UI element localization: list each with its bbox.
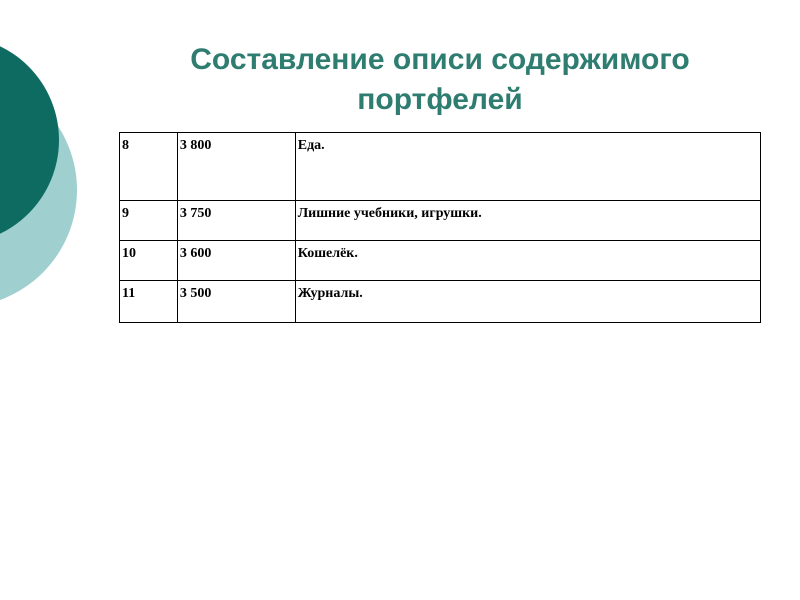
- slide-title: Составление описи содержимого портфелей: [190, 43, 690, 116]
- description-cell: Лишние учебники, игрушки.: [295, 201, 760, 241]
- amount-cell: 3 800: [177, 133, 295, 201]
- decorative-circles: [0, 0, 120, 340]
- row-number-cell: 10: [120, 241, 178, 281]
- table-row: [120, 281, 761, 323]
- description-cell: Журналы.: [295, 281, 760, 323]
- table-row: [120, 241, 761, 281]
- row-number-cell: 9: [120, 201, 178, 241]
- amount-cell: 3 500: [177, 281, 295, 323]
- amount-cell: 3 600: [177, 241, 295, 281]
- inventory-table: [119, 132, 761, 323]
- table-row: [120, 133, 761, 201]
- table-row: [120, 201, 761, 241]
- description-cell: Кошелёк.: [295, 241, 760, 281]
- amount-cell: 3 750: [177, 201, 295, 241]
- row-number-cell: 8: [120, 133, 178, 201]
- description-cell: Еда.: [295, 133, 760, 201]
- row-number-cell: 11: [120, 281, 178, 323]
